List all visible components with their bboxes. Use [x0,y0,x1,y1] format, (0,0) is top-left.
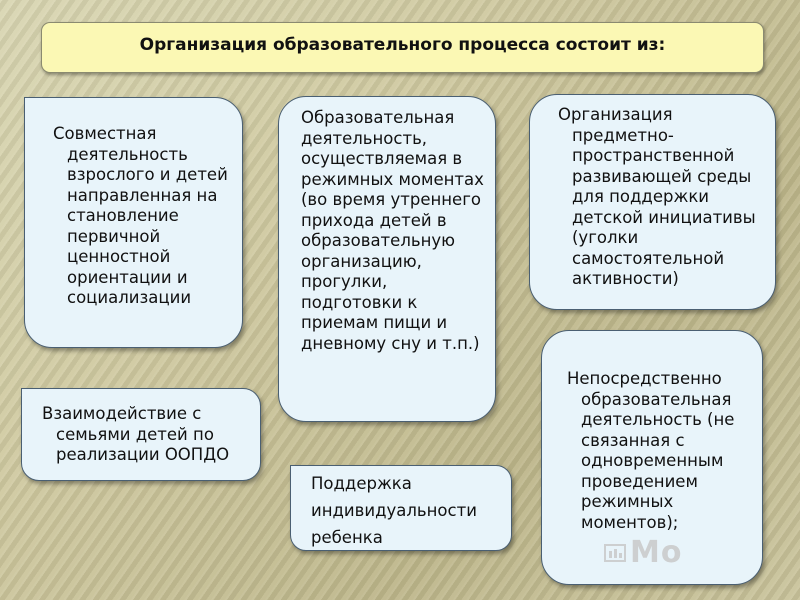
box-individuality [290,465,512,551]
box-individuality-text: Поддержка индивидуальности ребенка [311,474,477,547]
title-banner [41,22,764,73]
diagram-title: Организация образовательного процесса состоит из: [139,34,666,55]
box-environment-text: Организация предметно-пространственной развивающей среды для поддержки детской инициативы (уголки самостоятельной активности) [558,105,756,288]
box-families [21,388,261,481]
box-joint-activity-text: Совместная деятельность взрослого и детей направленная на становление первичной ценностной ориентации и социализации [53,124,228,307]
box-regime-activity-text: Образовательная деятельность, осуществляемая в режимных моментах (во время утреннего прихода детей в образовательную организацию, прогулки, подготовки к приемам пищи и дневному сну и т.п.) [301,108,484,353]
watermark [604,535,682,570]
box-regime-activity [278,96,496,422]
box-direct-activity-text: Непосредственно образовательная деятельность (не связанная с одновременным проведением режимных моментов); [567,369,735,532]
box-families-text: Взаимодействие с семьями детей по реализации ООПДО [42,404,230,464]
box-joint-activity [24,97,243,348]
watermark-text: Mo [630,535,683,570]
box-environment [529,94,776,310]
watermark-logo-icon [604,542,626,564]
